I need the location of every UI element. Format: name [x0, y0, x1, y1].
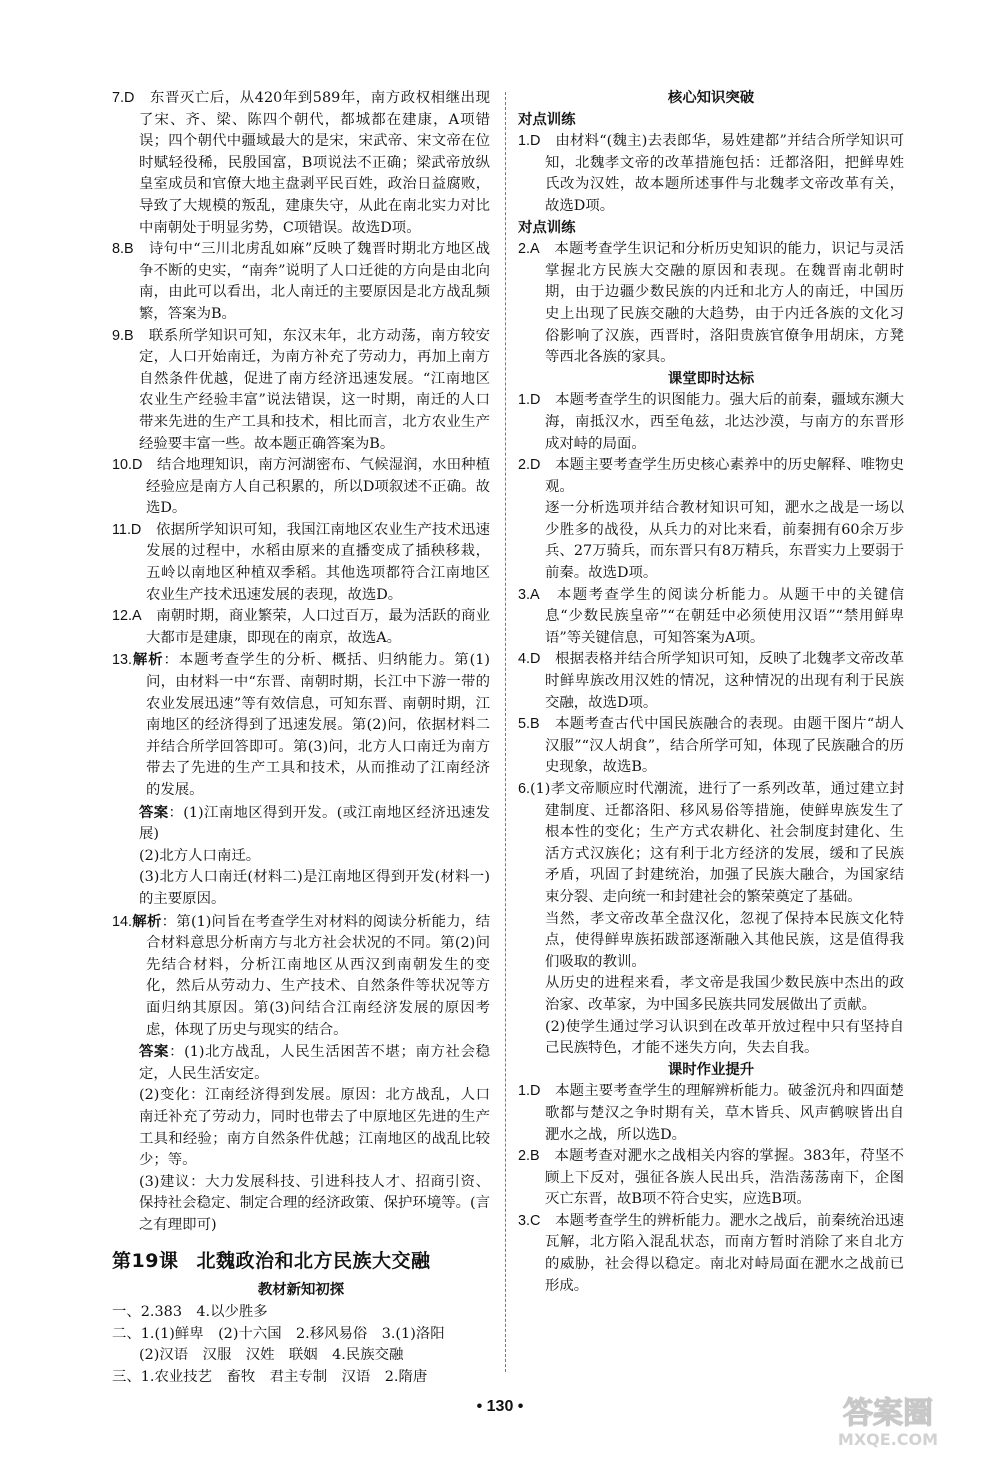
class-answer-item — [518, 498, 904, 584]
left-answer-item-number: 11.D — [112, 521, 142, 538]
watermark-text: 答案圈 — [843, 1396, 933, 1431]
left-answer-item — [112, 326, 490, 456]
class-answer-item-text: 本题考查学生的识图能力。强大后的前秦，疆域东濒大海，南抵汉水，西至龟兹，北达沙漠，与南方的东晋形成对峙的局面。 — [545, 392, 904, 452]
class-answer-item — [518, 455, 904, 498]
left-answer-item — [112, 239, 490, 325]
class-answer-item — [518, 649, 904, 714]
section-heading-class: 课堂即时达标 — [667, 370, 755, 387]
homework-answer-item — [518, 1081, 904, 1146]
q13-number: 13. — [112, 652, 133, 669]
class-answer-item — [518, 390, 904, 455]
homework-answer-item — [518, 1146, 904, 1211]
class-answer-item-text: 本题考查学生的阅读分析能力。从题干中的关键信息“少数民族皇帝”“在朝廷中必须使用汉语”“禁用鲜卑语”等关键信息，可知答案为A项。 — [545, 586, 904, 646]
lesson-number: 第19课 — [112, 1250, 179, 1273]
homework-answer-item-number: 1.D — [518, 1083, 541, 1100]
section-heading-core: 核心知识突破 — [667, 90, 755, 106]
class-answer-item-number: 5.B — [518, 716, 540, 733]
lesson-name: 北魏政治和北方民族大交融 — [196, 1250, 431, 1273]
practice-2-item: 2.A 本题考查学生识记和分析历史知识的能力，识记与灵活掌握北方民族大交融的原因和表现。在魏晋南北朝时期，由于边疆少数民族的内迁和北方人的南迁，中国历史上出现了民族交融的大趋势，由于内迁各族的文化习俗影响了汉族，西晋时，洛阳贵族官僚争用胡床，方凳等西北各族的家具。 — [518, 241, 904, 366]
q14-answer-1: 答案：(1)北方战乱，人民生活困苦不堪；南方社会稳定，人民生活安定。 — [139, 1043, 490, 1082]
class-answer-item-number: 3.A — [518, 586, 540, 603]
q14-answer-3: (3)建议：大力发展科技、引进科技人才、招商引资、保持社会稳定、制定合理的经济政策、保护环境等。(言之有理即可) — [139, 1173, 490, 1233]
q13-answer-1: 答案：(1)江南地区得到开发。(或江南地区经济迅速发展) — [139, 803, 490, 843]
homework-answer-item-text: 本题考查对淝水之战相关内容的掌握。383年，苻坚不顾上下反对，强征各族人民出兵，浩浩荡荡南下，企图灭亡东晋，故B项不符合史实，应选B项。 — [545, 1148, 904, 1208]
left-answer-item — [112, 520, 490, 606]
column-divider — [505, 92, 506, 1372]
fill-answer-4: 三、1.农业技艺 畜牧 君主专制 汉语 2.隋唐 — [112, 1368, 428, 1385]
class-answer-item — [518, 585, 904, 650]
left-answer-list — [112, 88, 490, 649]
left-answer-item-text: 依据所学知识可知，我国江南地区农业生产技术迅速发展的过程中，水稻由原来的直播变成了插秧移栽，五岭以南地区种植双季稻。其他选项都符合江南地区农业生产技术迅速发展的表现，故选D。 — [146, 521, 490, 603]
homework-answer-item-text: 本题主要考查学生的理解辨析能力。破釜沉舟和四面楚歌都与楚汉之争时期有关，草木皆兵、风声鹤唳皆出自淝水之战，所以选D。 — [545, 1083, 904, 1143]
q13-answer-3: (3)北方人口南迁(材料二)是江南地区得到开发(材料一)的主要原因。 — [139, 869, 490, 907]
practice-1-item: 1.D 由材料“(魏主)去表郎华，易姓建都”并结合所学知识可知，北魏孝文帝的改革措施包括：迁都洛阳，把鲜卑姓氏改为汉姓，故本题所述事件与北魏孝文帝改革有关，故选D项。 — [518, 133, 904, 214]
page-number: • 130 • — [476, 1398, 524, 1415]
left-answer-item-number: 8.B — [112, 241, 134, 258]
left-column — [112, 88, 490, 1388]
q14-answer-label: 答案 — [139, 1043, 170, 1061]
watermark-graphic — [798, 1387, 978, 1451]
homework-answer-list — [518, 1081, 904, 1297]
fill-answer-3: (2)汉语 汉服 汉姓 联姻 4.民族交融 — [139, 1347, 404, 1364]
class-answer-item-number: 4.D — [518, 651, 541, 668]
question-13 — [112, 649, 490, 910]
left-answer-item-number: 12.A — [112, 608, 142, 625]
left-answer-item-number: 10.D — [112, 457, 143, 474]
left-answer-item-number: 9.B — [112, 327, 134, 344]
q14-analysis-label: 解析 — [132, 912, 162, 930]
q14-analysis-text: ：第(1)问旨在考查学生对材料的阅读分析能力，结合材料意思分析南方与北方社会状况的不同。第(2)问先结合材料，分析江南地区从西汉到南朝发生的变化，然后从劳动力、生产技术、自然条件等状况等方面归纳其原因。第(3)问结合江南经济发展的原因考虑，体现了历史与现实的结合。 — [146, 913, 490, 1038]
left-answer-item-text: 南朝时期，商业繁荣，人口过百万，最为活跃的商业大都市是建康，即现在的南京，故选A。 — [146, 608, 490, 646]
left-answer-item-text: 诗句中“三川北虏乱如麻”反映了魏晋时期北方地区战争不断的史实，“南奔”说明了人口迁徙的方向是由北向南，由此可以看出，北人南迁的主要原因是北方战乱频繁，答案为B。 — [139, 241, 490, 322]
homework-answer-item-text: 本题考查学生的辨析能力。淝水之战后，前秦统治迅速瓦解，北方陷入混乱状态，而南方暂时消除了来自北方的威胁，社会得以稳定。南北对峙局面在淝水之战前已形成。 — [545, 1212, 904, 1294]
homework-answer-item-number: 2.B — [518, 1148, 540, 1165]
class-answer-list — [518, 390, 904, 779]
class-answer-item — [518, 714, 904, 779]
q14-number: 14. — [112, 913, 133, 930]
question-6 — [518, 779, 904, 1060]
watermark-url: MXQE.COM — [837, 1430, 939, 1449]
class-answer-item-text: 根据表格并结合所学知识可知，反映了北魏孝文帝改革时鲜卑族改用汉姓的情况，这种情况的出现有利于民族交融，故选D项。 — [545, 651, 904, 711]
left-answer-item-number: 7.D — [112, 90, 135, 106]
q13-answer-2: (2)北方人口南迁。 — [139, 847, 261, 864]
fill-answer-1: 一、2.383 4.以少胜多 — [112, 1304, 268, 1321]
section-heading-homework: 课时作业提升 — [667, 1061, 755, 1078]
q13-analysis-label: 解析 — [132, 651, 164, 669]
q14-answer-2: (2)变化：江南经济得到发展。原因：北方战乱，人口南迁补充了劳动力，同时也带去了中原地区先进的生产工具和经验；南方自然条件优越；江南地区的战乱比较少；等。 — [139, 1087, 490, 1169]
fill-answer-2: 二、1.(1)鲜卑 (2)十六国 2.移风易俗 3.(1)洛阳 — [112, 1325, 445, 1342]
class-answer-item-number: 1.D — [518, 392, 541, 409]
class-answer-item-number: 2.D — [518, 457, 541, 474]
left-answer-item-text: 结合地理知识，南方河湖密布、气候湿润，水田种植经验应是南方人自己积累的，所以D项叙述不正确。故选D。 — [146, 457, 490, 517]
homework-answer-item-number: 3.C — [518, 1212, 541, 1229]
section-heading-new-knowledge: 教材新知初探 — [257, 1282, 345, 1299]
q6-part-3: 从历史的进程来看，孝文帝是我国少数民族中杰出的政治家、改革家，为中国多民族共同发展做出了贡献。 — [545, 975, 904, 1013]
watermark-logo — [798, 1387, 978, 1451]
question-14 — [112, 911, 490, 1237]
lesson-title — [112, 1246, 490, 1276]
practice-label-2: 对点训练 — [518, 219, 576, 236]
q14-analysis — [112, 911, 490, 1042]
class-answer-item-text: 本题主要考查学生历史核心素养中的历史解释、唯物史观。 — [545, 457, 904, 495]
practice-label-1: 对点训练 — [518, 111, 576, 128]
left-answer-item — [112, 606, 490, 649]
left-answer-item — [112, 88, 490, 239]
right-column — [518, 88, 904, 1297]
q13-analysis — [112, 649, 490, 801]
q13-answer-label: 答案 — [139, 803, 169, 821]
q6-part-2: 当然，孝文帝改革全盘汉化，忽视了保持本民族文化特点，使得鲜卑族拓跋部逐渐融入其他民族，这是值得我们吸取的教训。 — [545, 910, 904, 970]
q6-part-4: (2)使学生通过学习认识到在改革开放过程中只有坚持自己民族特色，才能不迷失方向，失去自我。 — [545, 1018, 904, 1057]
q6-part-1: 6.(1)孝文帝顺应时代潮流，进行了一系列改革，通过建立封建制度、迁都洛阳、移风易俗等措施，使鲜卑族发生了根本性的变化；生产方式农耕化、社会制度封建化、生活方式汉族化；这有利于北方经济的发展，缓和了民族矛盾，巩固了封建统治，加强了民族大融合，为国家结束分裂、走向统一和封建社会的繁荣奠定了基础。 — [518, 781, 904, 905]
class-answer-item-text: 逐一分析选项并结合教材知识可知，淝水之战是一场以少胜多的战役，从兵力的对比来看，前秦拥有60余万步兵、27万骑兵，而东晋只有8万精兵，东晋实力上要弱于前秦。故选D项。 — [545, 500, 904, 582]
left-answer-item — [112, 455, 490, 520]
left-answer-item-text: 联系所学知识可知，东汉末年，北方动荡，南方较安定，人口开始南迁，为南方补充了劳动力，再加上南方自然条件优越，促进了南方经济迅速发展。“江南地区农业生产经验丰富”说法错误，这一时期，南迁的人口带来先进的生产工具和技术，相比而言，北方农业生产经验要丰富一些。故本题正确答案为B。 — [139, 327, 490, 452]
q13-analysis-text: ：本题考查学生的分析、概括、归纳能力。第(1)问，由材料一中“东晋、南朝时期，长江中下游一带的农业发展迅速”等有效信息，可知东晋、南朝时期，江南地区的经济得到了迅速发展。第(2)问，依据材料二并结合所学回答即可。第(3)问，北方人口南迁为南方带去了先进的生产工具和技术，从而推动了江南经济的发展。 — [146, 652, 490, 798]
homework-answer-item — [518, 1211, 904, 1297]
class-answer-item-text: 本题考查古代中国民族融合的表现。由题干图片“胡人汉服”“汉人胡食”，结合所学可知，体现了民族融合的历史现象，故选B。 — [545, 716, 904, 776]
left-answer-item-text: 东晋灭亡后，从420年到589年，南方政权相继出现了宋、齐、梁、陈四个朝代，都城都在建康，A项错误；四个朝代中疆域最大的是宋，宋武帝、宋文帝在位时赋轻役稀，民殷国富，B项说法不正确；梁武帝放纵皇室成员和官僚大地主盘剥平民百姓，政治日益腐败，导致了大规模的叛乱，建康失守，从此在南北实力对比中南朝处于明显劣势，C项错误。故选D项。 — [139, 90, 490, 236]
